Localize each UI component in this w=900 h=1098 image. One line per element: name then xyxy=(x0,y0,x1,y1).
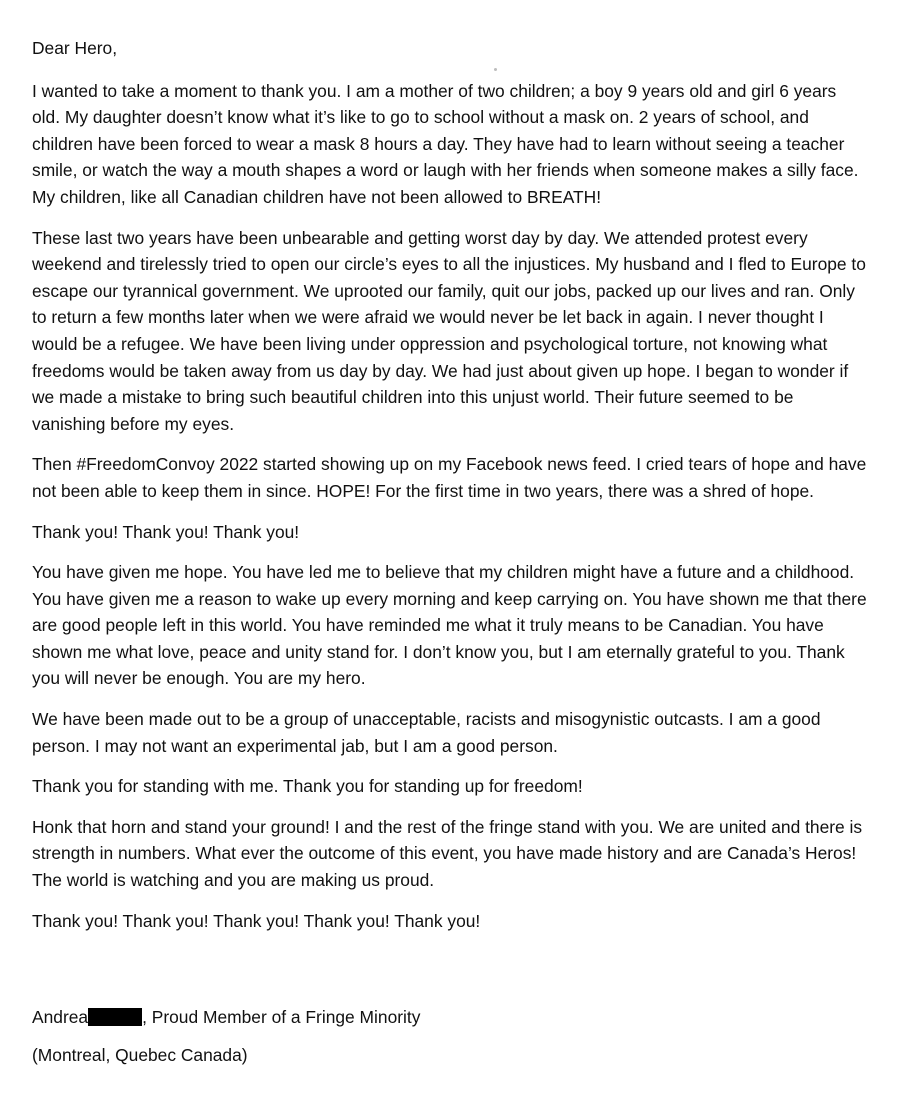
paragraph-thank-you-quintuple: Thank you! Thank you! Thank you! Thank you! Thank you! xyxy=(32,910,481,931)
paragraph-good-person: We have been made out to be a group of unacceptable, racists and misogynistic outcasts. I am a good person. I may not want an experimental jab, but I am a good person. xyxy=(32,709,821,756)
paragraph-thank-you-triple: Thank you! Thank you! Thank you! xyxy=(32,521,300,542)
signature-name: Andrea xyxy=(32,1007,89,1027)
redaction-bar xyxy=(88,1008,142,1026)
paragraph-honk-that-horn: Honk that horn and stand your ground! I and the rest of the fringe stand with you. We are united and there is strength in numbers. What ever the outcome of this event, you have made history and are Canada’s Heros! The world is watching and you are making us proud. xyxy=(32,816,863,891)
paragraph-last-two-years: These last two years have been unbearable and getting worst day by day. We attended protest every weekend and tirelessly tried to open our circle’s eyes to all the injustices. My husband and I fled to Europe to escape our tyrannical government. We uprooted our family, quit our jobs, packed up our lives and ran. Only to return a few months later when we were afraid we would never be let back in again. I never thought I would be a refugee. We have been living under oppression and psychological torture, not knowing what freedoms would be taken away from us day by day. We had just about given up hope. I began to wonder if we made a mistake to bring such beautiful children into this unjust world. Their future seemed to be vanishing before my eyes. xyxy=(32,227,866,434)
salutation: Dear Hero, xyxy=(32,38,118,58)
paragraph-freedom-convoy: Then #FreedomConvoy 2022 started showing up on my Facebook news feed. I cried tears of hope and have not been able to keep them in since. HOPE! For the first time in two years, there was a shred of hope. xyxy=(32,454,867,501)
paragraph-mother-intro: I wanted to take a moment to thank you. I am a mother of two children; a boy 9 years old and girl 6 years old. My daughter doesn’t know what it’s like to go to school without a mask on. 2 years of school, and children have been forced to wear a mask 8 hours a day. They have had to learn without seeing a teacher smile, or watch the way a mouth shapes a word or laugh with her friends when someone makes a silly face. My children, like all Canadian children have not been allowed to BREATH! xyxy=(32,80,859,207)
signature-location: (Montreal, Quebec Canada) xyxy=(32,1045,248,1065)
letter-body xyxy=(32,35,868,948)
paragraph-given-me-hope: You have given me hope. You have led me to believe that my children might have a future and a childhood. You have given me a reason to wake up every morning and keep carrying on. You have shown me that there are good people left in this world. You have reminded me what it truly means to be Canadian. You have shown me what love, peace and unity stand for. I don’t know you, but I am eternally grateful to you. Thank you will never be enough. You are my hero. xyxy=(32,562,867,689)
signature-block xyxy=(32,1004,420,1080)
signature-line xyxy=(32,1004,420,1030)
paragraph-standing-with-me: Thank you for standing with me. Thank you for standing up for freedom! xyxy=(32,776,583,797)
signature-title: , Proud Member of a Fringe Minority xyxy=(142,1007,421,1027)
